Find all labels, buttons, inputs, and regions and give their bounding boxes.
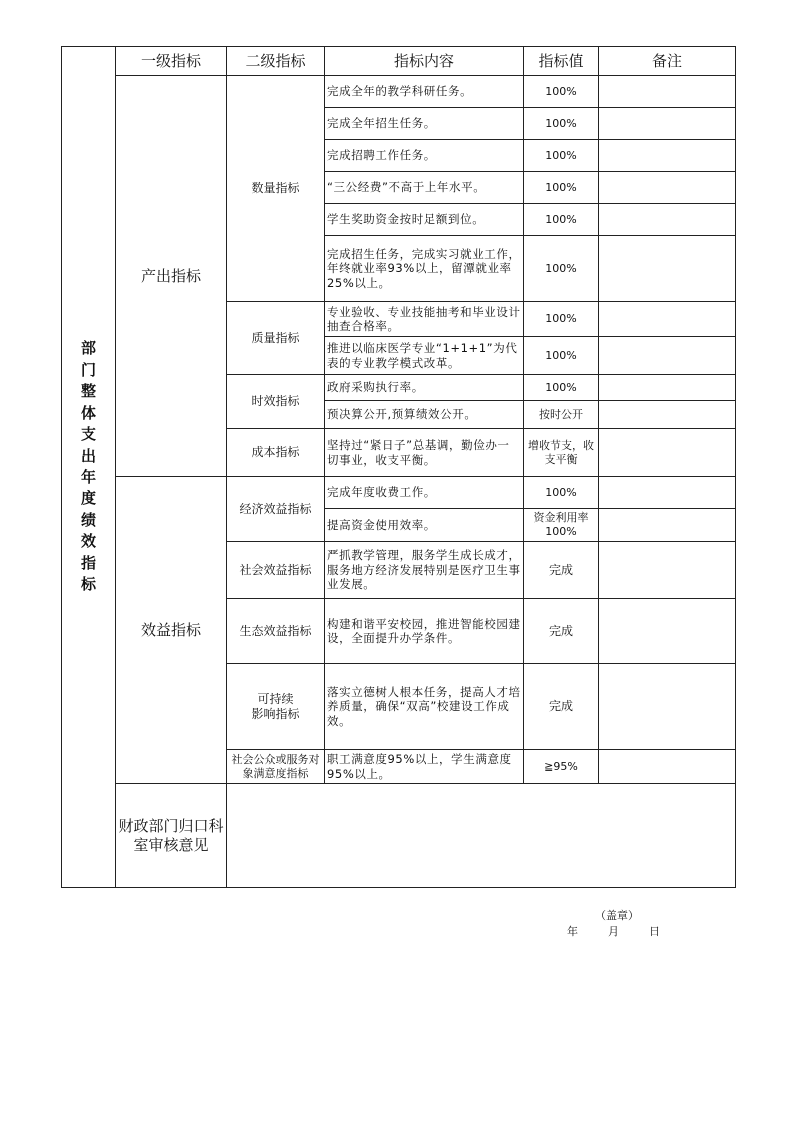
- indicator-note: [599, 236, 736, 302]
- seal-label: （盖章）: [595, 908, 639, 922]
- indicator-note: [599, 401, 736, 429]
- indicator-value: 100%: [524, 302, 599, 337]
- indicator-content: 完成年度收费工作。: [325, 477, 524, 509]
- indicator-note: [599, 664, 736, 750]
- indicator-note: [599, 140, 736, 172]
- indicator-note: [599, 172, 736, 204]
- indicator-content: 职工满意度95%以上，学生满意度95%以上。: [325, 750, 524, 784]
- indicator-value: 100%: [524, 204, 599, 236]
- indicator-content: 推进以临床医学专业“1+1+1”为代表的专业教学模式改革。: [325, 337, 524, 375]
- indicator-value: 增收节支，收支平衡: [524, 429, 599, 477]
- subgroup-ecological: 生态效益指标: [227, 599, 325, 664]
- indicator-note: [599, 337, 736, 375]
- indicator-value: 100%: [524, 477, 599, 509]
- indicator-value: 100%: [524, 172, 599, 204]
- indicator-note: [599, 108, 736, 140]
- indicator-content: 政府采购执行率。: [325, 375, 524, 401]
- header-level2: 二级指标: [227, 47, 325, 76]
- indicator-note: [599, 750, 736, 784]
- indicator-note: [599, 542, 736, 599]
- indicator-note: [599, 302, 736, 337]
- indicator-note: [599, 76, 736, 108]
- date-line: [567, 925, 660, 939]
- header-level1: 一级指标: [116, 47, 227, 76]
- subgroup-economic: 经济效益指标: [227, 477, 325, 542]
- date-month-label: 月: [608, 924, 619, 938]
- header-content: 指标内容: [325, 47, 524, 76]
- indicator-content: 完成招生任务，完成实习就业工作，年终就业率93%以上，留潭就业率25%以上。: [325, 236, 524, 302]
- indicator-content: 学生奖助资金按时足额到位。: [325, 204, 524, 236]
- indicator-value: ≧95%: [524, 750, 599, 784]
- indicator-content: 提高资金使用效率。: [325, 509, 524, 542]
- table-title-text: 部门整体支出年度绩效指标: [80, 339, 96, 594]
- indicator-value: 100%: [524, 108, 599, 140]
- header-note: 备注: [599, 47, 736, 76]
- group-benefit: 效益指标: [116, 477, 227, 784]
- subgroup-sustainable: 可持续 影响指标: [227, 664, 325, 750]
- indicator-content: 严抓教学管理，服务学生成长成才，服务地方经济发展特别是医疗卫生事业发展。: [325, 542, 524, 599]
- subgroup-quantity: 数量指标: [227, 76, 325, 302]
- indicator-value: 100%: [524, 337, 599, 375]
- table-title-vertical: [62, 47, 116, 888]
- indicator-note: [599, 477, 736, 509]
- indicator-value: 100%: [524, 236, 599, 302]
- date-day-label: 日: [649, 924, 660, 938]
- header-value: 指标值: [524, 47, 599, 76]
- subgroup-quality: 质量指标: [227, 302, 325, 375]
- indicator-note: [599, 204, 736, 236]
- group-output: 产出指标: [116, 76, 227, 477]
- indicator-content: 坚持过“紧日子”总基调，勤俭办一切事业，收支平衡。: [325, 429, 524, 477]
- review-area: [227, 784, 736, 938]
- indicator-value: 完成: [524, 542, 599, 599]
- performance-indicator-table: [61, 46, 736, 938]
- indicator-content: 构建和谐平安校园，推进智能校园建设，全面提升办学条件。: [325, 599, 524, 664]
- indicator-content: “三公经费”不高于上年水平。: [325, 172, 524, 204]
- subgroup-satisfaction: 社会公众或服务对象满意度指标: [227, 750, 325, 784]
- date-year-label: 年: [567, 924, 578, 938]
- indicator-value: 100%: [524, 140, 599, 172]
- indicator-content: 完成全年招生任务。: [325, 108, 524, 140]
- indicator-value: 100%: [524, 375, 599, 401]
- indicator-value: 完成: [524, 599, 599, 664]
- indicator-note: [599, 375, 736, 401]
- indicator-content: 专业验收、专业技能抽考和毕业设计抽查合格率。: [325, 302, 524, 337]
- indicator-note: [599, 509, 736, 542]
- indicator-content: 完成全年的教学科研任务。: [325, 76, 524, 108]
- indicator-note: [599, 599, 736, 664]
- subgroup-cost: 成本指标: [227, 429, 325, 477]
- indicator-value: 按时公开: [524, 401, 599, 429]
- subgroup-social: 社会效益指标: [227, 542, 325, 599]
- indicator-content: 落实立德树人根本任务，提高人才培养质量，确保“双高”校建设工作成效。: [325, 664, 524, 750]
- indicator-value: 完成: [524, 664, 599, 750]
- indicator-value: 100%: [524, 76, 599, 108]
- indicator-content: 完成招聘工作任务。: [325, 140, 524, 172]
- indicator-note: [599, 429, 736, 477]
- indicator-value: 资金利用率100%: [524, 509, 599, 542]
- review-label-text: 财政部门归口科室审核意见: [118, 816, 224, 854]
- review-label: [116, 784, 227, 888]
- indicator-content: 预决算公开,预算绩效公开。: [325, 401, 524, 429]
- subgroup-timeliness: 时效指标: [227, 375, 325, 429]
